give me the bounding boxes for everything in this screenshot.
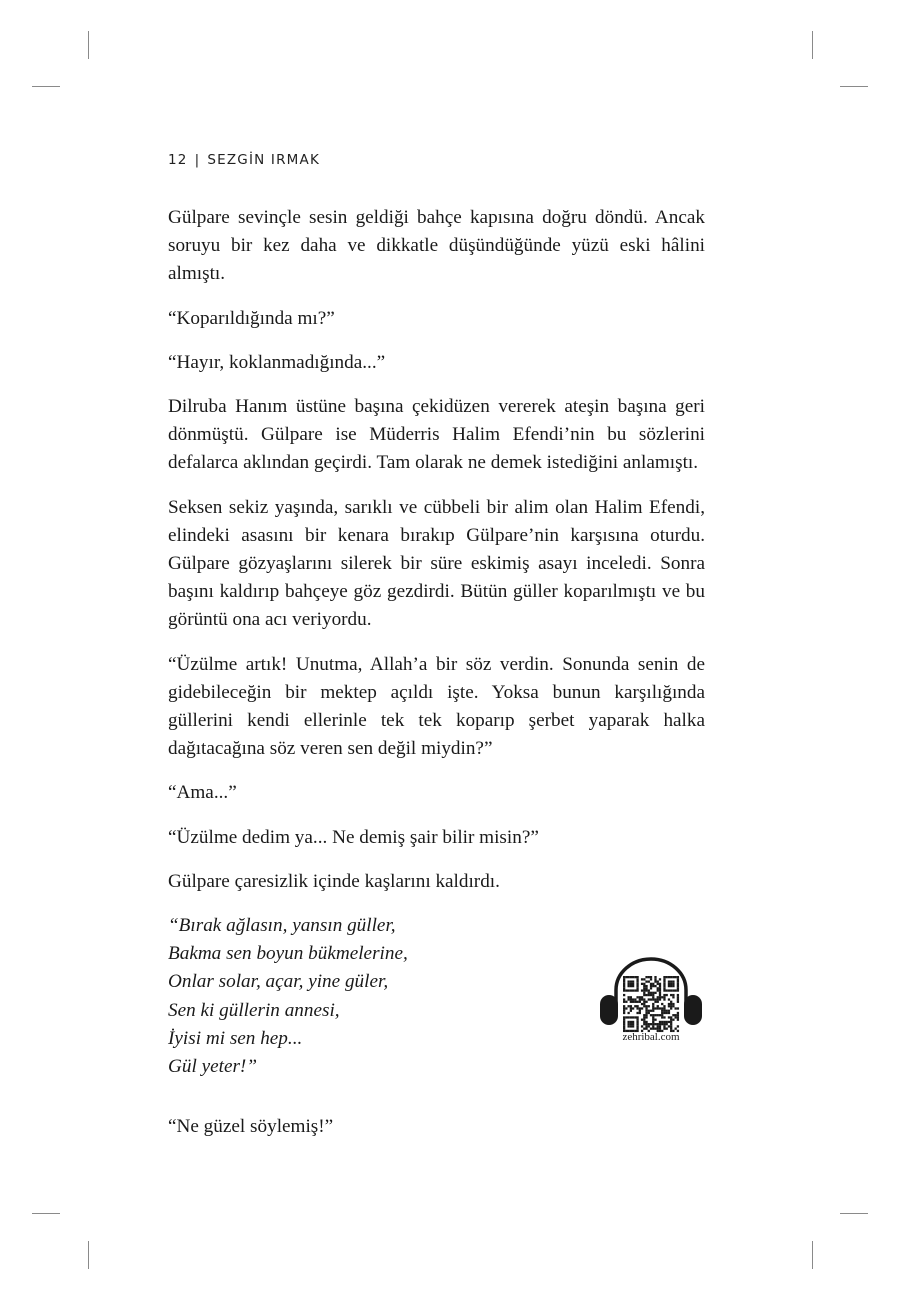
crop-mark-top-right-h	[840, 86, 868, 87]
poem-line: Onlar solar, açar, yine güler,	[168, 971, 389, 993]
paragraph: Dilruba Hanım üstüne başına çekidüzen vererek ateşin başına geri dönmüştü. Gülpare ise Müderris Halim Efendi’nin bu sözlerini defalarca aklından geçirdi. Tam olarak ne demek istediğini anlamıştı.	[168, 396, 705, 474]
header-separator: |	[194, 152, 201, 168]
audio-qr-widget[interactable]	[598, 954, 704, 1043]
page-number: 12	[168, 152, 188, 168]
poem-line: İyisi mi sen hep...	[168, 1027, 303, 1049]
crop-mark-bottom-left-h	[32, 1213, 60, 1214]
crop-mark-top-left	[88, 31, 89, 59]
qr-caption: zehribal.com	[622, 1031, 680, 1043]
paragraph: “Üzülme dedim ya... Ne demiş şair bilir misin?”	[168, 826, 539, 848]
paragraph: “Hayır, koklanmadığında...”	[168, 351, 386, 373]
headphones-qr-icon[interactable]	[598, 954, 704, 1034]
crop-mark-bottom-left	[88, 1241, 89, 1269]
poem-line: Sen ki güllerin annesi,	[168, 999, 340, 1021]
paragraph: Gülpare sevinçle sesin geldiği bahçe kapısına doğru döndü. Ancak soruyu bir kez daha ve dikkatle düşündüğünde yüzü eski hâlini almıştı.	[168, 207, 705, 285]
closing-line: “Ne güzel söylemiş!”	[168, 1116, 334, 1138]
paragraph: “Üzülme artık! Unutma, Allah’a bir söz verdin. Sonunda senin de gidebileceğin bir mektep açıldı işte. Yoksa bunun karşılığında güllerini kendi ellerinle tek tek koparıp şerbet yaparak halka dağıtacağına söz veren sen değil miydin?”	[168, 653, 705, 760]
poem-line: Gül yeter!”	[168, 1056, 257, 1078]
poem-line: “Bırak ağlasın, yansın güller,	[168, 915, 396, 937]
crop-mark-bottom-right	[812, 1241, 813, 1269]
paragraph: “Koparıldığında mı?”	[168, 307, 335, 329]
crop-mark-top-left-h	[32, 86, 60, 87]
paragraph: Seksen sekiz yaşında, sarıklı ve cübbeli bir alim olan Halim Efendi, elindeki asasını bir kenara bırakıp Gülpare’nin karşısına oturdu. Gülpare gözyaşlarını silerek bir süre eskimiş asayı inceledi. Sonra başını kaldırıp bahçeye göz gezdirdi. Bütün güller koparılmıştı ve bu görüntü ona acı veriyordu.	[168, 496, 705, 631]
crop-mark-bottom-right-h	[840, 1213, 868, 1214]
paragraph: Gülpare çaresizlik içinde kaşlarını kaldırdı.	[168, 870, 500, 892]
paragraph: “Ama...”	[168, 782, 237, 804]
running-head	[168, 152, 320, 168]
author-name: SEZGİN IRMAK	[207, 152, 321, 168]
crop-mark-top-right	[812, 31, 813, 59]
poem-line: Bakma sen boyun bükmelerine,	[168, 943, 408, 965]
